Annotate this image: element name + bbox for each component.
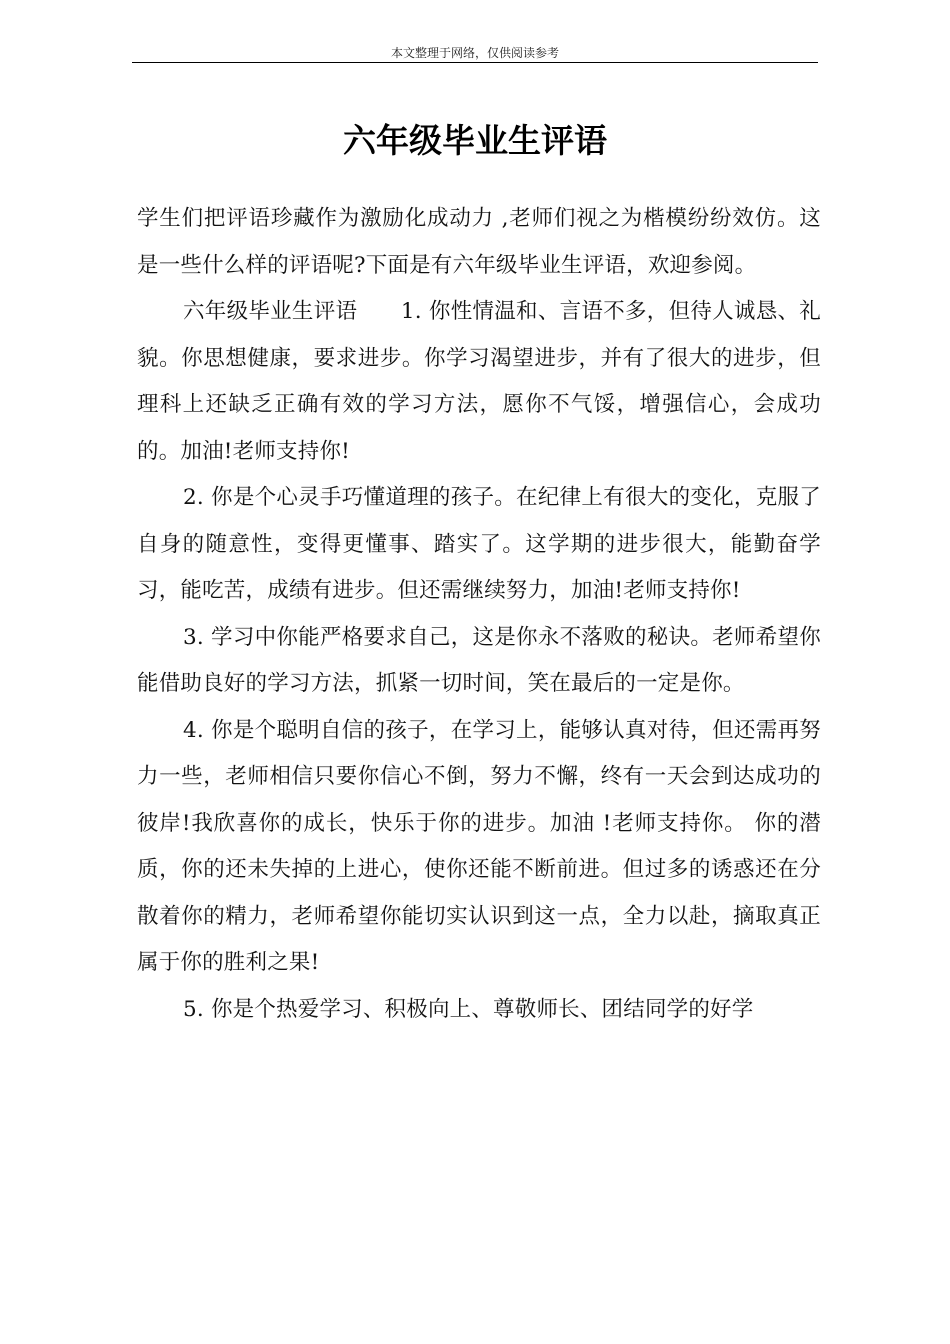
paragraph-comment-4: 4. 你是个聪明自信的孩子，在学习上，能够认真对待，但还需再努力一些，老师相信只要你信心不倒，努力不懈，终有一天会到达成功的彼岸!我欣喜你的成长，快乐于你的进步。加油 !老师支持你。 你的潜质，你的还未失掉的上进心，使你还能不断前进。但过多的诱惑还在分散着你的精力，老师希望你能切实认识到这一点，全力以赴，摘取真正属于你的胜利之果! xyxy=(137,717,821,975)
paragraph-intro: 学生们把评语珍藏作为激励化成动力 ,老师们视之为楷模纷纷效仿。这是一些什么样的评语呢?下面是有六年级毕业生评语，欢迎参阅。 xyxy=(137,206,821,278)
page-header-note: 本文整理于网络，仅供阅读参考 xyxy=(132,44,818,63)
document-body xyxy=(137,196,821,1033)
paragraph-comment-5: 5. 你是个热爱学习、积极向上、尊敬师长、团结同学的好学 xyxy=(183,996,754,1022)
paragraph-comment-3: 3. 学习中你能严格要求自己，这是你永不落败的秘诀。老师希望你能借助良好的学习方法，抓紧一切时间，笑在最后的一定是你。 xyxy=(137,624,821,696)
paragraph-comment-2: 2. 你是个心灵手巧懂道理的孩子。在纪律上有很大的变化，克服了自身的随意性，变得更懂事、踏实了。这学期的进步很大，能勤奋学习，能吃苦，成绩有进步。但还需继续努力，加油!老师支持你! xyxy=(137,485,821,603)
paragraph-comment-1: 六年级毕业生评语 1. 你性情温和、言语不多，但待人诚恳、礼貌。你思想健康，要求进步。你学习渴望进步，并有了很大的进步，但理科上还缺乏正确有效的学习方法，愿你不气馁，增强信心，会成功的。加油!老师支持你! xyxy=(137,299,821,464)
document-title: 六年级毕业生评语 xyxy=(343,121,607,160)
